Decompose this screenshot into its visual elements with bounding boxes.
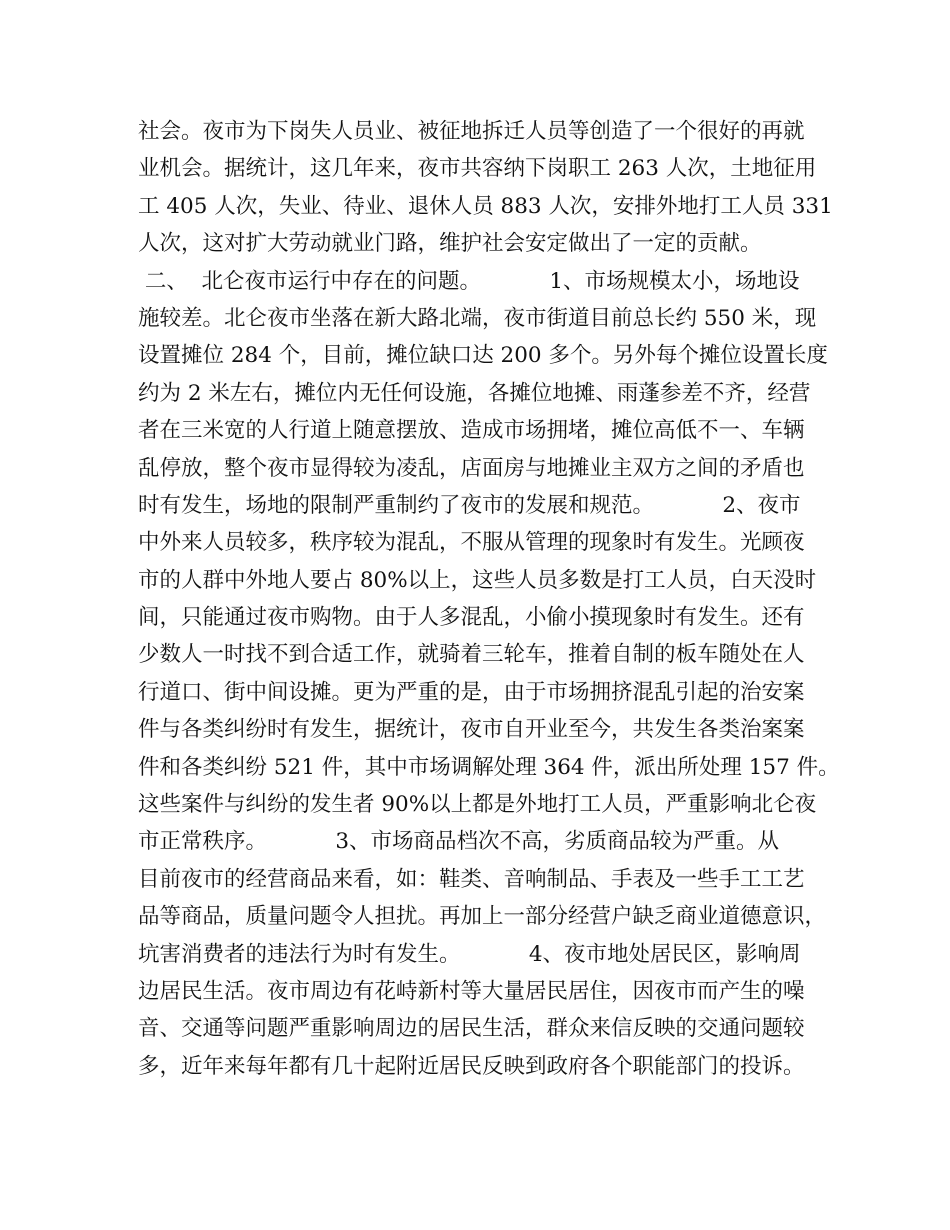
text-line: 工 405 人次，失业、待业、退休人员 883 人次，安排外地打工人员 331 [138, 193, 833, 219]
text-line: 业机会。据统计，这几年来，夜市共容纳下岗职工 263 人次，土地征用 [138, 156, 817, 182]
text-line: 者在三米宽的人行道上随意摆放、造成市场拥堵，摊位高低不一、车辆 [138, 418, 805, 444]
text-line: 件与各类纠纷时有发生，据统计，夜市自开业至今，共发生各类治案案 [138, 717, 805, 743]
text-line: 乱停放，整个夜市显得较为凌乱，店面房与地摊业主双方之间的矛盾也 [138, 455, 805, 481]
text-line: 社会。夜市为下岗失人员业、被征地拆迁人员等创造了一个很好的再就 [138, 119, 805, 144]
section-heading-line: 二、 北仑夜市运行中存在的问题。 1、市场规模太小，场地设 [138, 268, 800, 294]
text-line: 约为 2 米左右，摊位内无任何设施，各摊位地摊、雨蓬参差不齐，经营 [138, 380, 811, 406]
text-line: 行道口、街中间设摊。更为严重的是，由于市场拥挤混乱引起的治安案 [138, 679, 805, 705]
text-line: 市的人群中外地人要占 80%以上，这些人员多数是打工人员，白天没时 [138, 567, 817, 593]
text-line: 施较差。北仑夜市坐落在新大路北端，夜市街道目前总长约 550 米，现 [138, 305, 817, 331]
text-line: 中外来人员较多，秩序较为混乱，不服从管理的现象时有发生。光顾夜 [138, 530, 805, 556]
text-line: 音、交通等问题严重影响周边的居民生活，群众来信反映的交通问题较 [138, 1016, 805, 1042]
text-line: 多，近年来每年都有几十起附近居民反映到政府各个职能部门的投诉。 [138, 1053, 805, 1079]
text-line: 坑害消费者的违法行为时有发生。 4、夜市地处居民区，影响周 [138, 941, 801, 967]
text-line: 时有发生，场地的限制严重制约了夜市的发展和规范。 2、夜市 [138, 492, 801, 518]
text-line: 品等商品，质量问题令人担扰。再加上一部分经营户缺乏商业道德意识， [138, 904, 827, 930]
text-line: 人次，这对扩大劳动就业门路，维护社会安定做出了一定的贡献。 [138, 231, 762, 257]
text-line: 边居民生活。夜市周边有花峙新村等大量居民居住，因夜市而产生的噪 [138, 978, 805, 1004]
text-line: 目前夜市的经营商品来看，如：鞋类、音响制品、手表及一些手工工艺 [138, 866, 805, 892]
body-text [138, 113, 840, 1085]
text-line: 少数人一时找不到合适工作，就骑着三轮车，推着自制的板车随处在人 [138, 642, 805, 668]
text-line: 这些案件与纠纷的发生者 90%以上都是外地打工人员，严重影响北仑夜 [138, 792, 817, 818]
text-line: 间，只能通过夜市购物。由于人多混乱，小偷小摸现象时有发生。还有 [138, 605, 805, 631]
text-line: 市正常秩序。 3、市场商品档次不高，劣质商品较为严重。从 [138, 829, 780, 855]
text-line: 设置摊位 284 个，目前，摊位缺口达 200 多个。另外每个摊位设置长度 [138, 343, 828, 369]
text-line: 件和各类纠纷 521 件，其中市场调解处理 364 件，派出所处理 157 件。 [138, 754, 840, 780]
